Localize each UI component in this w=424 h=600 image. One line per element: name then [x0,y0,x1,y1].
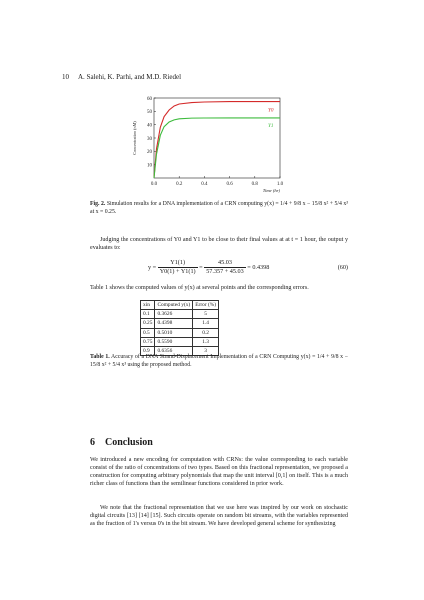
table-row [141,328,219,337]
equation-body [148,259,269,276]
fraction-numeric-numerator: 45.03 [204,259,246,268]
fraction-symbolic-numerator: Y1(1) [158,259,198,268]
table-cell: 3 [193,346,219,355]
x-tick-label: 0.8 [251,182,258,187]
table-header-cell: Computed y(x) [155,301,193,310]
legend-label-y1: Y1 [268,122,274,129]
table-header-row [141,301,219,310]
figure-caption [90,201,348,216]
section-number: 6 [90,437,95,448]
table-cell: 0.25 [141,319,155,328]
section-heading [90,437,153,448]
table-cell: 0.9 [141,346,155,355]
y-tick-label: 20 [147,150,152,156]
series-line-y1 [154,118,280,178]
fraction-numeric [204,259,246,276]
simulation-chart [130,92,290,196]
paragraph-table-intro: Table 1 shows the computed values of y(x) at several points and the corresponding errors. [90,285,309,291]
x-tick-label: 0.2 [176,182,183,187]
table-header-cell: xin [141,301,155,310]
plot-frame [154,98,280,178]
paragraph-conclusion: We introduced a new encoding for computation with CRNs: the value corresponding to each variable consist of the ratio of concentrations of two types. Based on this fractional representation, we proposed a construction for computing arbitrary polynomials that map the unit interval [0,1] on itself. This is a much richer class of functions than the semilinear functions considered in prior work. [90,457,348,488]
paragraph-stochastic: We note that the fractional representation that we use here was inspired by our work on stochastic digital circuits [13] [14] [15]. Such circuits operate on random bit streams, with the variables represented as the fraction of 1's versus 0's in the bit stream. We have developed general scheme for synthesizing [90,505,348,528]
table-row [141,337,219,346]
equation-lhs: y = [148,263,157,271]
fraction-symbolic-denominator: Y0(1) + Y1(1) [159,268,196,275]
y-tick-label: 30 [147,136,152,142]
table-cell: 0.6356 [155,346,193,355]
figure-caption-text: Simulation results for a DNA implementation of a CRN computing y(x) = 1/4 + 9/8 x − 15/8 x² + 5/4 x³ at x = 0.25. [90,201,348,215]
results-table [140,300,219,356]
paragraph-final-values: Judging the concentrations of Y0 and Y1 to be close to their final values at at t = 1 hour, the output y evaluates to: [90,237,348,252]
y-tick-label: 40 [147,123,152,129]
plot-area [132,97,284,193]
x-tick-label: 0.0 [150,182,158,187]
table-caption-label: Table 1. [90,354,110,360]
table-cell: 0.75 [141,337,155,346]
section-title: Conclusion [105,437,153,448]
y-tick-label: 50 [147,110,152,116]
equation-60 [90,259,348,279]
table-cell: 0.5 [141,328,155,337]
table-cell: 5 [193,310,219,319]
equation-number: (60) [337,264,348,271]
y-tick-label: 60 [147,96,152,102]
y-axis-label: Concentration (nM) [132,121,137,155]
table-row [141,310,219,319]
legend-label-y0: Y0 [268,107,274,114]
table-cell: 0.1 [141,310,155,319]
series-line-y0 [154,102,280,178]
equation-result: = 0.4398 [247,263,270,271]
table-cell: 0.2 [193,328,219,337]
x-tick-label: 0.4 [201,182,208,187]
x-tick-label: 1.0 [276,182,284,187]
table-cell: 0.3626 [155,310,193,319]
table-caption [90,354,348,369]
page-number: 10 [62,73,69,81]
table-cell: 0.5010 [155,328,193,337]
table-row [141,319,219,328]
x-axis-label: Time (hr) [262,188,280,193]
y-tick-label: 10 [147,163,152,169]
table-cell: 0.5590 [155,337,193,346]
table-cell: 1.3 [193,337,219,346]
running-authors: A. Salehi, K. Parhi, and M.D. Riedel [78,73,182,81]
table-cell: 1.4 [193,319,219,328]
table-cell: 0.4398 [155,319,193,328]
fraction-symbolic [158,259,198,276]
table-header-cell: Error (%) [193,301,219,310]
equation-equals: = [199,263,203,271]
fraction-numeric-denominator: 57.357 + 45.03 [206,268,244,275]
figure-caption-label: Fig. 2. [90,201,106,207]
x-tick-label: 0.6 [226,182,233,187]
table-caption-text: Accuracy of a DNA Strand-Displacement Implementation of a CRN Computing y(x) = 1/4 + 9/8 x − 15/8 x² + 5/4 x³ using the proposed method. [90,354,349,368]
